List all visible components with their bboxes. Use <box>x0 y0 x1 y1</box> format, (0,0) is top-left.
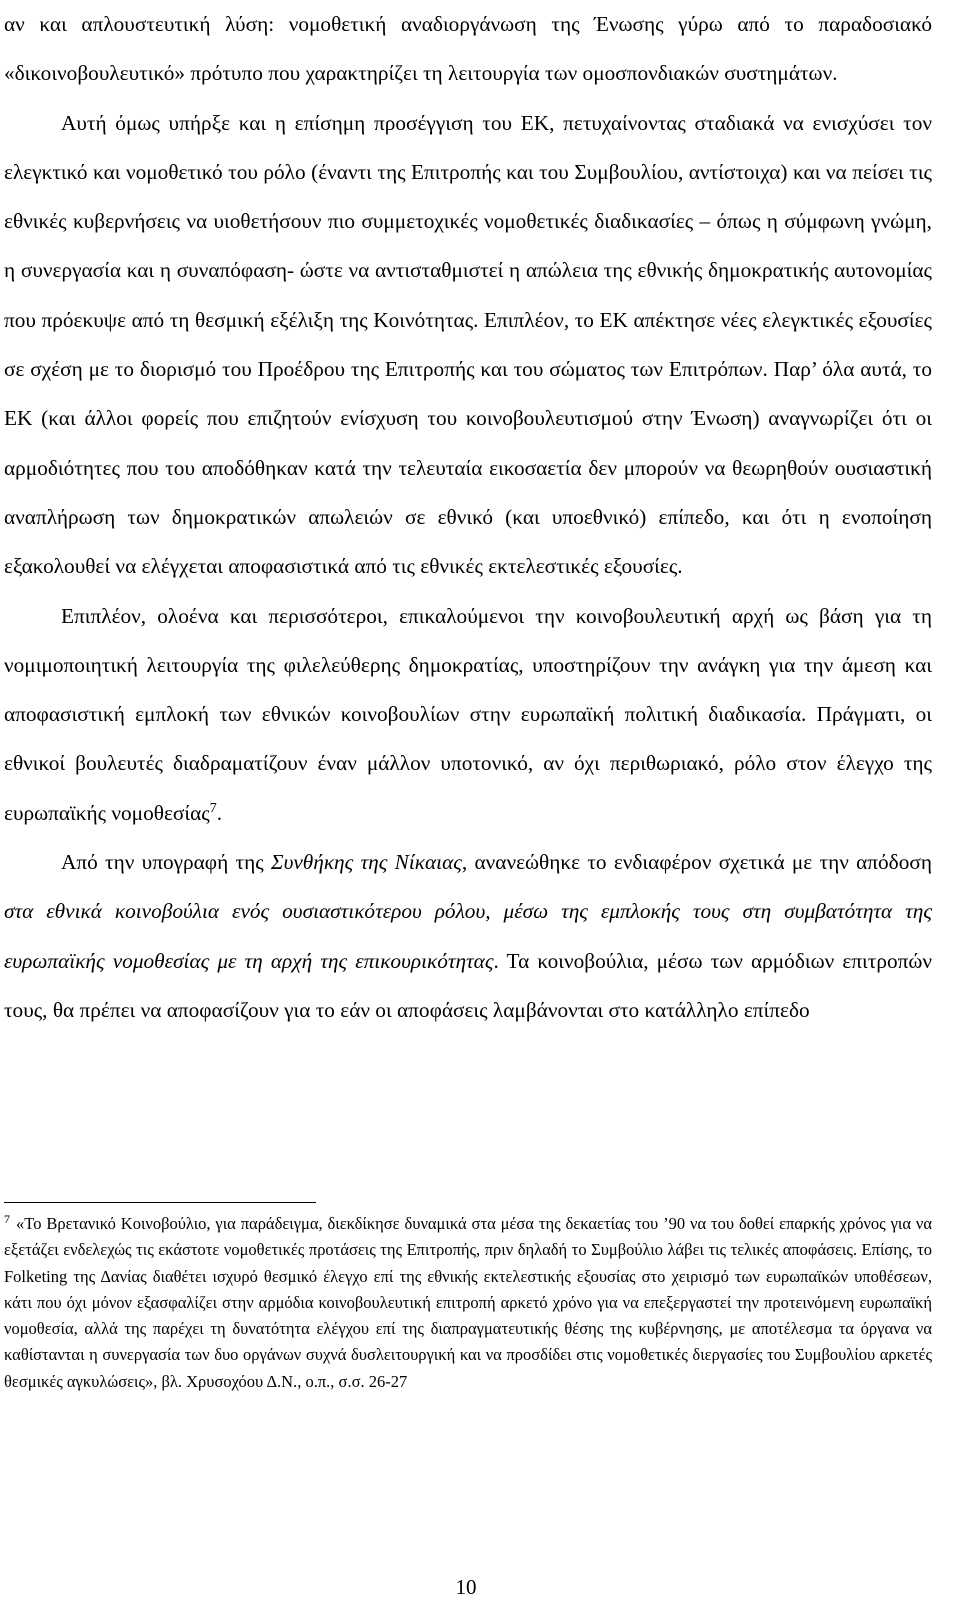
paragraph-continuation: αν και απλουστευτική λύση: νομοθετική αναδιοργάνωση της Ένωσης γύρω από το παραδοσιακό «δικοινοβουλευτικό» πρότυπο που χαρακτηρίζει τη λειτουργία των ομοσπονδιακών συστημάτων. <box>4 12 932 86</box>
paragraph-nice-treaty-text-c: , ανανεώθηκε το ενδιαφέρον σχετικά με την απόδοση <box>461 850 932 875</box>
footnote-separator <box>4 1202 316 1203</box>
paragraph-nice-treaty-text-e: . Τα κοινοβούλια, μέσω των αρμόδιων επιτροπών τους, θα πρέπει να αποφασίζουν για το εάν οι αποφάσεις λαμβάνονται στο κατάλληλο επίπεδο <box>4 948 932 1022</box>
page-number: 10 <box>455 1575 477 1599</box>
footnote-reference[interactable]: 7 <box>209 800 217 816</box>
emphasized-phrase-italic: στα εθνικά κοινοβούλια ενός ουσιαστικότερου ρόλου, μέσω της εμπλοκής τους στη συμβατότητα της ευρωπαϊκής νομοθεσίας με τη αρχή της επικουρικότητας <box>4 899 932 973</box>
paragraph-ek-approach: Αυτή όμως υπήρξε και η επίσημη προσέγγιση του ΕΚ, πετυχαίνοντας σταδιακά να ενισχύσει τον ελεγκτικό και νομοθετικό του ρόλο (έναντι της Επιτροπής και του Συμβουλίου, αντίστοιχα) και να πείσει τις εθνικές κυβερνήσεις να υιοθετήσουν πιο συμμετοχικές νομοθετικές διαδικασίες – όπως η σύμφωνη γνώμη, η συνεργασία και η συναπόφαση- ώστε να αντισταθμιστεί η απώλεια της εθνικής δημοκρατικής αυτονομίας που πρόεκυψε από τη θεσμική εξέλιξη της Κοινότητας. Επιπλέον, το ΕΚ απέκτησε νέες ελεγκτικές εξουσίες σε σχέση με το διορισμό του Προέδρου της Επιτροπής και του σώματος των Επιτρόπων. Παρ’ όλα αυτά, το ΕΚ (και άλλοι φορείς που επιζητούν ενίσχυση του κοινοβουλευτισμού στην Ένωση) αναγνωρίζει ότι οι αρμοδιότητες που του αποδόθηκαν κατά την τελευταία εικοσαετία δεν μπορούν να θεωρηθούν ουσιαστική αναπλήρωση των δημοκρατικών απωλειών σε εθνικό (και υποεθνικό) επίπεδο, και ότι η ενοποίηση εξακολουθεί να ελέγχεται αποφασιστικά από τις εθνικές εκτελεστικές εξουσίες. <box>4 110 932 579</box>
footnote-number: 7 <box>4 1211 10 1226</box>
paragraph-end-punctuation: . <box>216 800 223 825</box>
paragraph-national-parliaments <box>4 592 932 838</box>
paragraph-nice-treaty-text-a: Από την υπογραφή της <box>61 850 271 875</box>
main-text <box>4 0 932 1035</box>
footnote-text: «Το Βρετανικό Κοινοβούλιο, για παράδειγμα, διεκδίκησε δυναμικά στα μέσα της δεκαετίας του ’90 να του δοθεί επαρκής χρόνος για να εξετάζει ενδελεχώς τις εκάστοτε νομοθετικές προτάσεις της Επιτροπής, πριν δηλαδή το Συμβούλιο λάβει τις τελικές αποφάσεις. Επίσης, το Folketing της Δανίας διαθέτει ισχυρό θεσμικό έλεγχο επί της εθνικής εκτελεστικής εξουσίας στο χειρισμό των ευρωπαϊκών υποθέσεων, κάτι που όχι μόνον εξασφαλίζει στην αρμόδια κοινοβουλευτική επιτροπή αρκετό χρόνο για να επεξεργαστεί την προτεινόμενη ευρωπαϊκή νομοθεσία, αλλά της παρέχει τη δυνατότητα ελέγχου επί της διαπραγματευτικής θέσης της κυβέρνησης, με αποτέλεσμα τα όργανα να καθίστανται η συνεργασία των δυο οργάνων συχνά δυσλειτουργική και να προσδίδει στις νομοθετικές διεργασίες του Συμβουλίου αρκετές θεσμικές αγκυλώσεις», βλ. Χρυσοχόου Δ.Ν., ο.π., σ.σ. 26-27 <box>4 1214 932 1391</box>
footnotes <box>4 1211 932 1395</box>
paragraph-national-parliaments-text: Επιπλέον, ολοένα και περισσότεροι, επικαλούμενοι την κοινοβουλευτική αρχή ως βάση για τη νομιμοποιητική λειτουργία της φιλελεύθερης δημοκρατίας, υποστηρίζουν την ανάγκη για την άμεση και αποφασιστική εμπλοκή των εθνικών κοινοβουλίων στην ευρωπαϊκή πολιτική διαδικασία. Πράγματι, οι εθνικοί βουλευτές διαδραματίζουν έναν μάλλον υποτονικό, αν όχι περιθωριακό, ρόλο στον έλεγχο της ευρωπαϊκής νομοθεσίας <box>4 603 932 825</box>
paragraph-nice-treaty <box>4 838 932 1035</box>
treaty-name-italic: Συνθήκης της Νίκαιας <box>270 850 462 875</box>
footnote-7 <box>4 1211 932 1395</box>
